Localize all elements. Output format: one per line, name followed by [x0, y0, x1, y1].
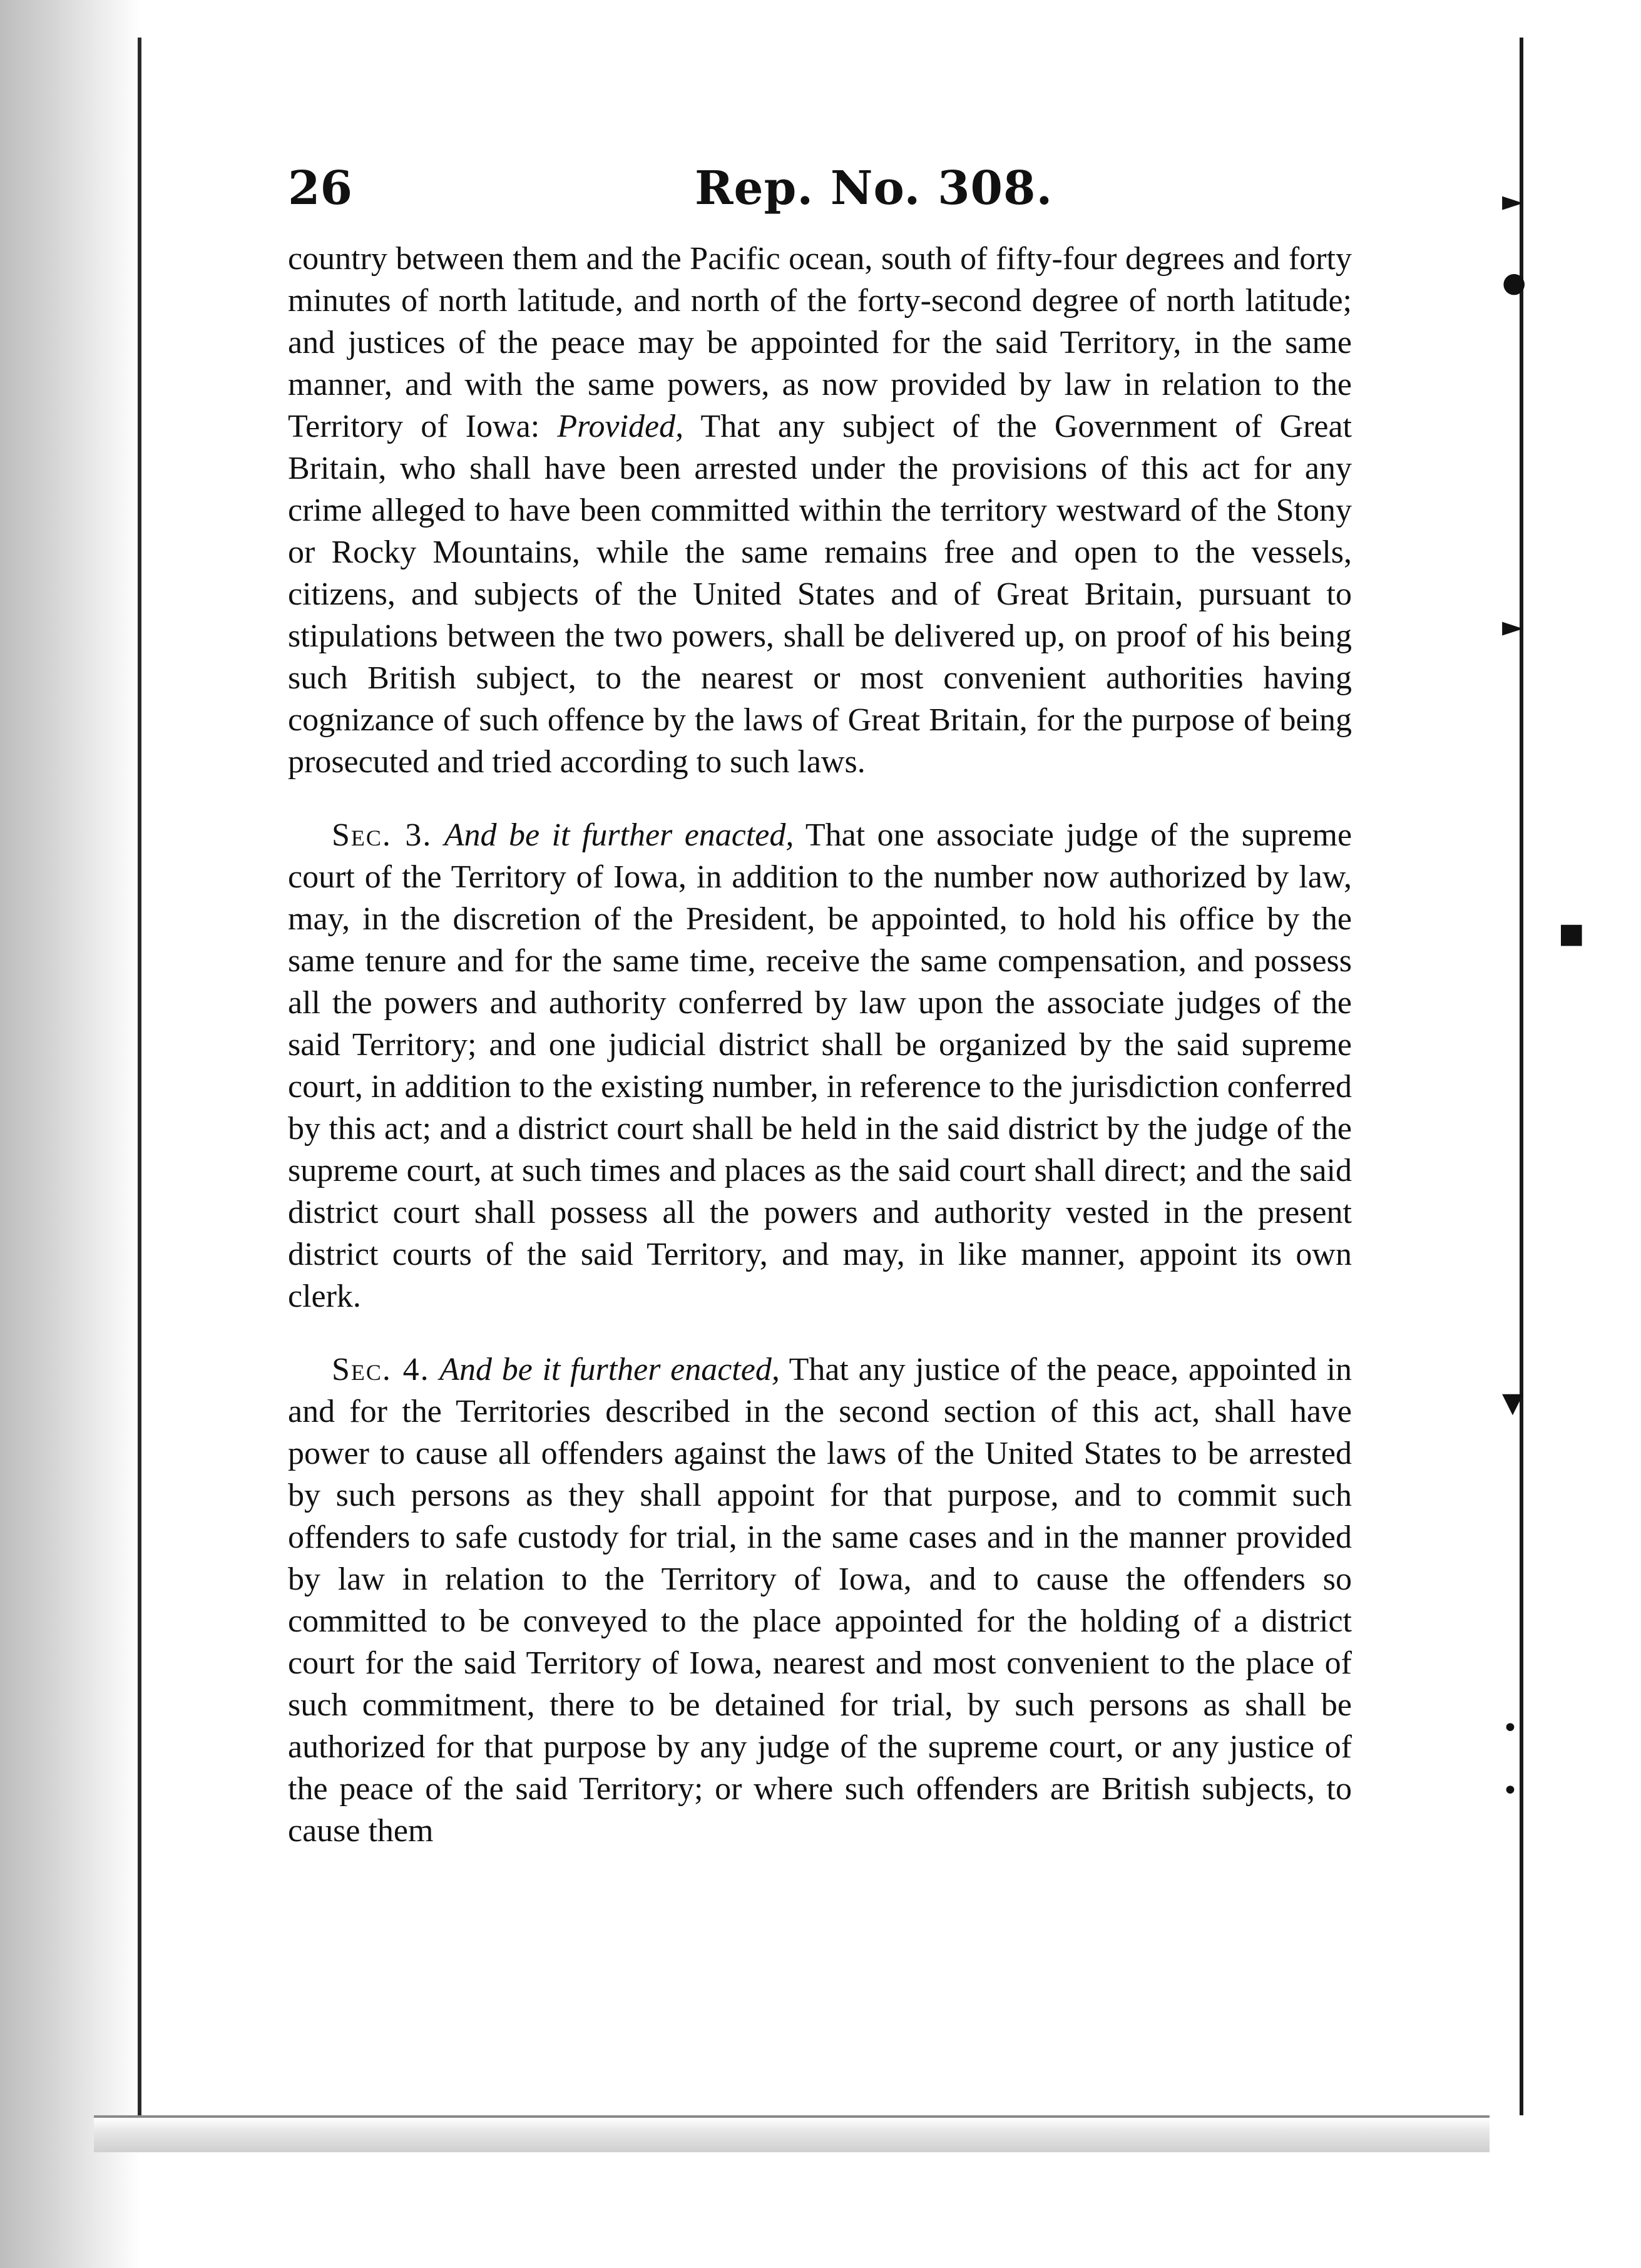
bottom-page-edge [94, 2115, 1490, 2152]
paragraph-text: That any justice of the peace, appointed in and for the Territories described in the second section of this act, shall have power to cause all offenders against the laws of the United States to be arrested by such persons as they shall appoint for that purpose, and to commit such offenders to safe custody for trial, in the same cases and in the manner provided by law in relation to the Territory of Iowa, and to cause the offenders so committed to be conveyed to the place appointed for the holding of a district court for the said Territory of Iowa, nearest and most convenient to the place of such commitment, there to be detained for trial, by such persons as shall be authorized for that purpose by any judge of the supreme court, or any justice of the peace of the said Territory; or where such offenders are British subjects, to cause them [288, 1352, 1352, 1849]
margin-mark-1: ► [1502, 185, 1523, 217]
paragraph-text-rest: That any subject of the Government of Great Britain, who shall have been arrested under the provisions of this act for any crime alleged to have been committed within the territory westward of the Stony or Rocky Mountains, while the same remains free and open to the vessels, citizens, and subjects of the United States and of Great Britain, pursuant to stipulations between the two powers, shall be delivered up, on proof of his being such British subject, to the nearest or most convenient authorities having cognizance of such offence by the laws of Great Britain, for the purpose of being prosecuted and tried according to such laws. [288, 409, 1352, 780]
report-title: Rep. No. 308. [695, 161, 1053, 215]
section-label: Sec. 3. [332, 817, 432, 853]
margin-mark-7: • [1502, 1775, 1518, 1807]
left-page-edge [138, 38, 141, 2115]
enacting-clause: And be it further enacted, [444, 817, 794, 853]
margin-mark-5: ▼ [1502, 1387, 1523, 1419]
page-number: 26 [288, 161, 352, 215]
paragraph-text: country between them and the Pacific ocean, south of fifty-four degrees and forty minutes of north latitude, and north of the forty-second degree of north latitude; and justices of the peace may be appointed for the said Territory, in the same manner, and with the same powers, as now provided by law in relation to the Territory of Iowa: [288, 241, 1352, 444]
enacting-clause: And be it further enacted, [439, 1352, 780, 1387]
proviso-italic: Provided, [557, 409, 684, 444]
body-text [288, 238, 1352, 1852]
page-header [288, 156, 1383, 225]
margin-mark-4: ■ [1558, 917, 1585, 949]
right-margin-strip [1523, 0, 1641, 2268]
paragraph-text: That one associate judge of the supreme court of the Territory of Iowa, in addition to the number now authorized by law, may, in the discretion of the President, be appointed, to hold his office by the same tenure and for the same time, receive the same compensation, and possess all the powers and authority conferred by law upon the associate judges of the said Territory; and one judicial district shall be organized by the said supreme court, in addition to the existing number, in reference to the jurisdiction conferred by this act; and a district court shall be held in the said district by the judge of the supreme court, at such times and places as the said court shall direct; and the said district court shall possess all the powers and authority vested in the present district courts of the said Territory, and may, in like manner, appoint its own clerk. [288, 817, 1352, 1314]
section-4-paragraph [288, 1349, 1352, 1852]
margin-mark-6: • [1502, 1712, 1518, 1744]
binding-shadow [0, 0, 144, 2268]
margin-mark-3: ► [1502, 611, 1523, 643]
margin-mark-2: ● [1502, 267, 1526, 299]
paragraph-continuation [288, 238, 1352, 783]
section-3-paragraph [288, 814, 1352, 1317]
section-label: Sec. 4. [332, 1352, 430, 1387]
